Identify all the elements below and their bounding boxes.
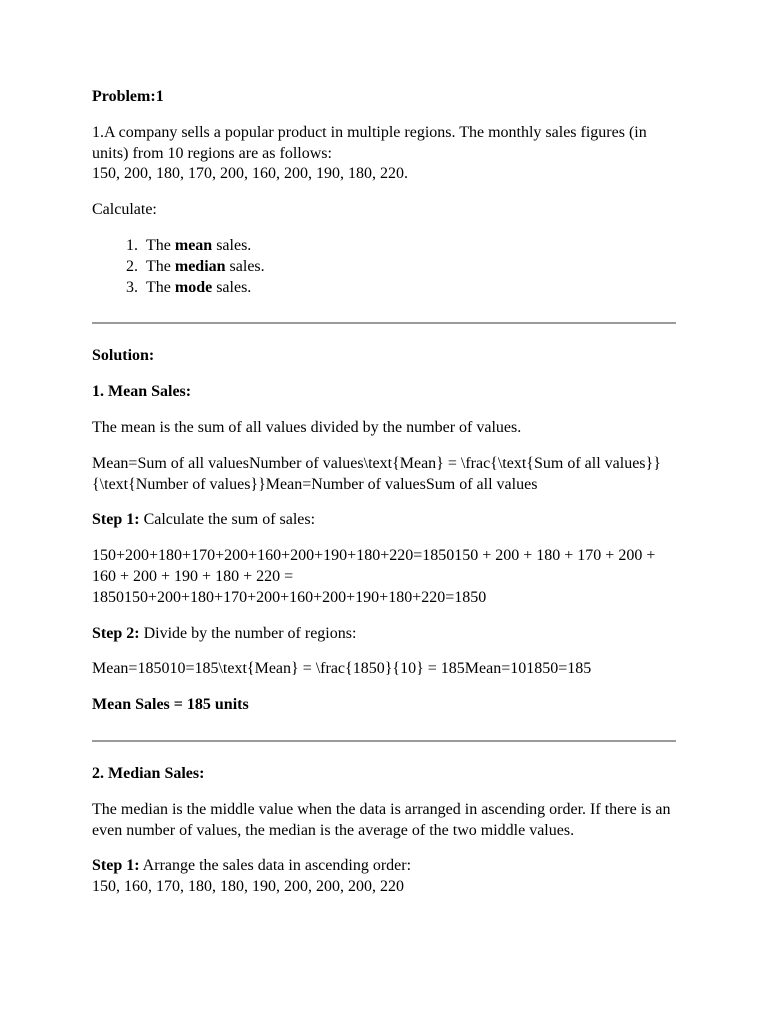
calculate-label: Calculate: [92,201,157,219]
sorted-values: 150, 160, 170, 180, 180, 190, 200, 200, 200, 220 [92,878,404,896]
task-keyword: mean [174,236,213,254]
task-item-median [142,257,676,278]
task-item-mean [142,236,676,257]
step-label: Step 1: [92,511,140,529]
mean-step2 [92,624,676,645]
mean-calculation: Mean=185010=185\text{Mean} = \frac{1850}{10} = 185Mean=101850=185 [92,660,592,678]
step-text: Divide by the number of regions: [139,624,357,642]
problem-title: Problem:1 [92,88,164,105]
section-divider [92,740,676,742]
task-pre: The [146,236,175,254]
mean-description: The mean is the sum of all values divided by the number of values. [92,418,522,436]
task-item-mode [142,278,676,299]
median-description: The median is the middle value when the data is arranged in ascending order. If there is an even number of values, the median is the average of the two middle values. [92,800,671,839]
section-divider [92,322,676,324]
task-list [92,236,676,298]
step-label: Step 1: [92,857,140,875]
task-pre: The [146,257,175,275]
problem-statement [92,123,676,185]
mean-result: Mean Sales = 185 units [92,696,249,714]
solution-heading: Solution: [92,347,155,365]
median-step1 [92,856,676,898]
task-pre: The [146,278,175,296]
mean-step1 [92,510,676,531]
task-post: sales. [225,257,265,275]
step-text: Arrange the sales data in ascending order: [139,857,412,875]
task-keyword: mode [174,278,213,296]
median-section-heading: 2. Median Sales: [92,764,205,782]
task-post: sales. [212,236,252,254]
task-post: sales. [212,278,252,296]
mean-section-heading: 1. Mean Sales: [92,383,192,401]
mean-formula: Mean=Sum of all valuesNumber of values\text{Mean} = \frac{\text{Sum of all values}}{\text{Number of values}}Mean=Number of valuesSum of all values [92,454,661,493]
problem-text: 1.A company sells a popular product in multiple regions. The monthly sales figures (in units) from 10 regions are as follows: [92,123,647,162]
task-keyword: median [174,257,226,275]
sum-calculation: 150+200+180+170+200+160+200+190+180+220=1850150 + 200 + 180 + 170 + 200 + 160 + 200 + 190 + 180 + 220 = 1850150+200+180+170+200+160+200+190+180+220=1850 [92,547,656,606]
sales-figures: 150, 200, 180, 170, 200, 160, 200, 190, 180, 220. [92,165,408,183]
step-text: Calculate the sum of sales: [139,511,316,529]
step-label: Step 2: [92,624,140,642]
